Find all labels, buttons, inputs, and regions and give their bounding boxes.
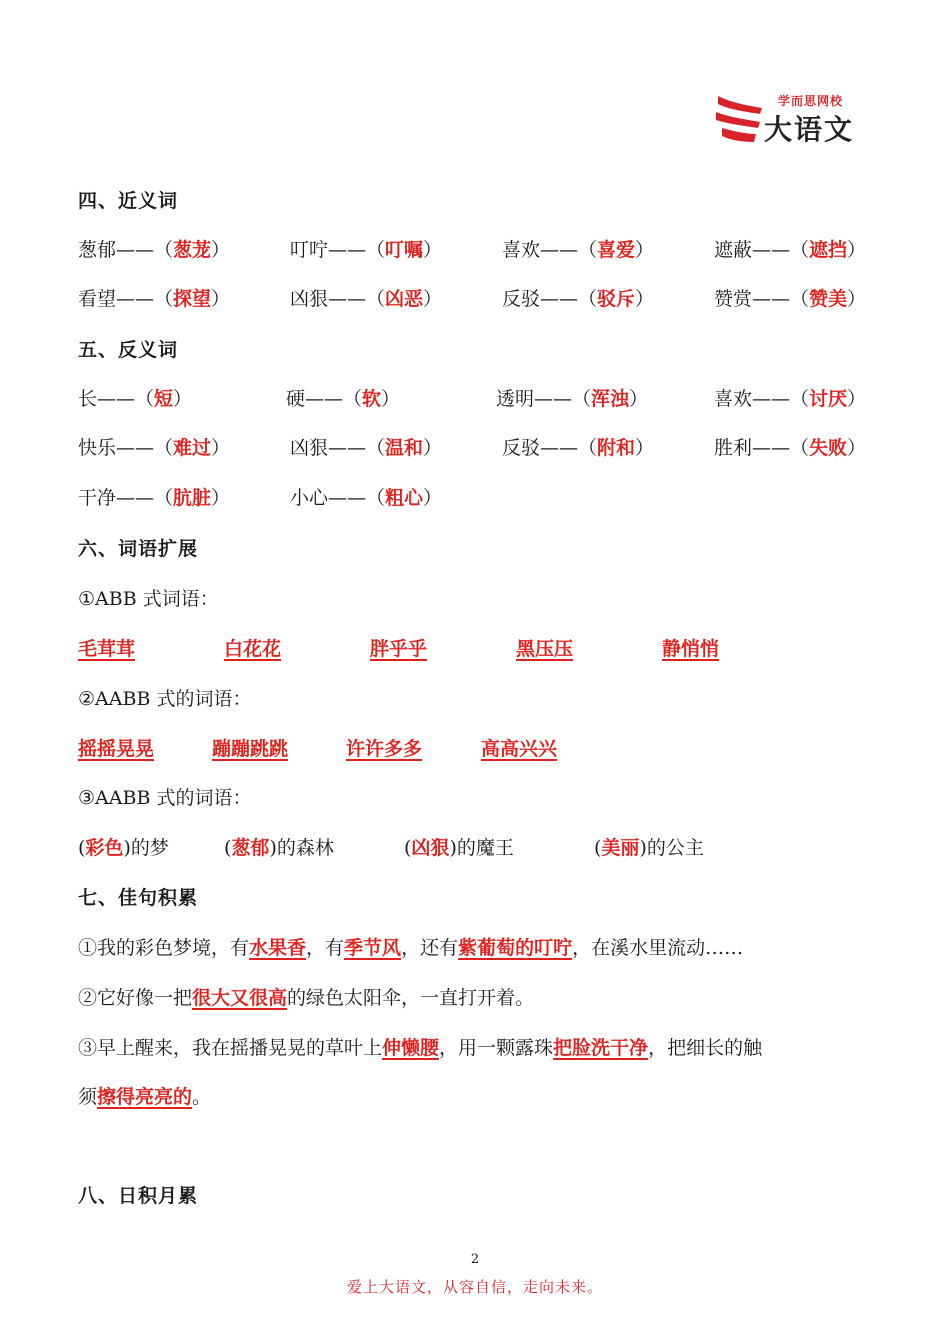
phrase: (凶狠)的魔王 xyxy=(404,837,514,859)
phrase: (彩色)的梦 xyxy=(78,837,169,859)
pair: 看望——（探望） xyxy=(78,288,231,310)
abb-subtitle: ①ABB 式词语： xyxy=(78,588,219,610)
abb-word: 毛茸茸 xyxy=(78,638,136,660)
pair: 喜欢——（讨厌） xyxy=(714,388,867,410)
page-number: 2 xyxy=(470,1252,480,1267)
phrase: (美丽)的公主 xyxy=(594,837,704,859)
pair: 胜利——（失败） xyxy=(714,437,867,459)
pair: 小心——（粗心） xyxy=(290,487,443,509)
logo-icon xyxy=(712,92,766,148)
pair: 凶狠——（凶恶） xyxy=(290,288,443,310)
pair: 反驳——（驳斥） xyxy=(502,288,655,310)
logo-subtitle: 学而思网校 xyxy=(778,94,844,108)
abb-word: 胖乎乎 xyxy=(370,638,428,660)
aabb-word: 摇摇晃晃 xyxy=(78,738,155,760)
pair: 硬——（软） xyxy=(286,388,401,410)
sentence-1: ①我的彩色梦境，有水果香，有季节风，还有紫葡萄的叮咛，在溪水里流动…… xyxy=(78,937,744,959)
abb-word: 白花花 xyxy=(224,638,282,660)
pair: 遮蔽——（遮挡） xyxy=(714,239,867,261)
abb-word: 静悄悄 xyxy=(662,638,720,660)
pair: 赞赏——（赞美） xyxy=(714,288,867,310)
pair: 葱郁——（葱茏） xyxy=(78,239,231,261)
pair: 干净——（肮脏） xyxy=(78,487,231,509)
pair: 凶狠——（温和） xyxy=(290,437,443,459)
pair: 长——（短） xyxy=(78,388,193,410)
brand-logo xyxy=(712,88,872,150)
phrases-subtitle: ③AABB 式的词语： xyxy=(78,787,252,809)
pair: 透明——（浑浊） xyxy=(496,388,649,410)
pair: 叮咛——（叮嘱） xyxy=(290,239,443,261)
logo-title: 大语文 xyxy=(764,113,855,146)
sentence-2: ②它好像一把很大又很高的绿色太阳伞，一直打开着。 xyxy=(78,987,535,1009)
section-daily-accumulation-title: 八、日积月累 xyxy=(78,1185,199,1207)
aabb-subtitle: ②AABB 式的词语： xyxy=(78,688,252,710)
aabb-word: 蹦蹦跳跳 xyxy=(212,738,289,760)
sentence-3-line-1: ③早上醒来，我在摇播晃晃的草叶上伸懒腰，用一颗露珠把脸洗干净，把细长的触 xyxy=(78,1037,763,1059)
aabb-word: 高高兴兴 xyxy=(481,738,558,760)
pair: 快乐——（难过） xyxy=(78,437,231,459)
abb-word: 黑压压 xyxy=(516,638,574,660)
pair: 反驳——（附和） xyxy=(502,437,655,459)
footer-slogan: 爱上大语文，从容自信，走向未来。 xyxy=(346,1278,603,1296)
sentence-3-line-2: 须擦得亮亮的。 xyxy=(78,1086,212,1108)
section-antonyms-title: 五、反义词 xyxy=(78,339,179,361)
aabb-word: 许许多多 xyxy=(346,738,423,760)
section-synonyms-title: 四、近义词 xyxy=(78,190,179,212)
section-word-expansion-title: 六、词语扩展 xyxy=(78,538,199,560)
section-sentences-title: 七、佳句积累 xyxy=(78,887,199,909)
pair: 喜欢——（喜爱） xyxy=(502,239,655,261)
phrase: (葱郁)的森林 xyxy=(224,837,334,859)
